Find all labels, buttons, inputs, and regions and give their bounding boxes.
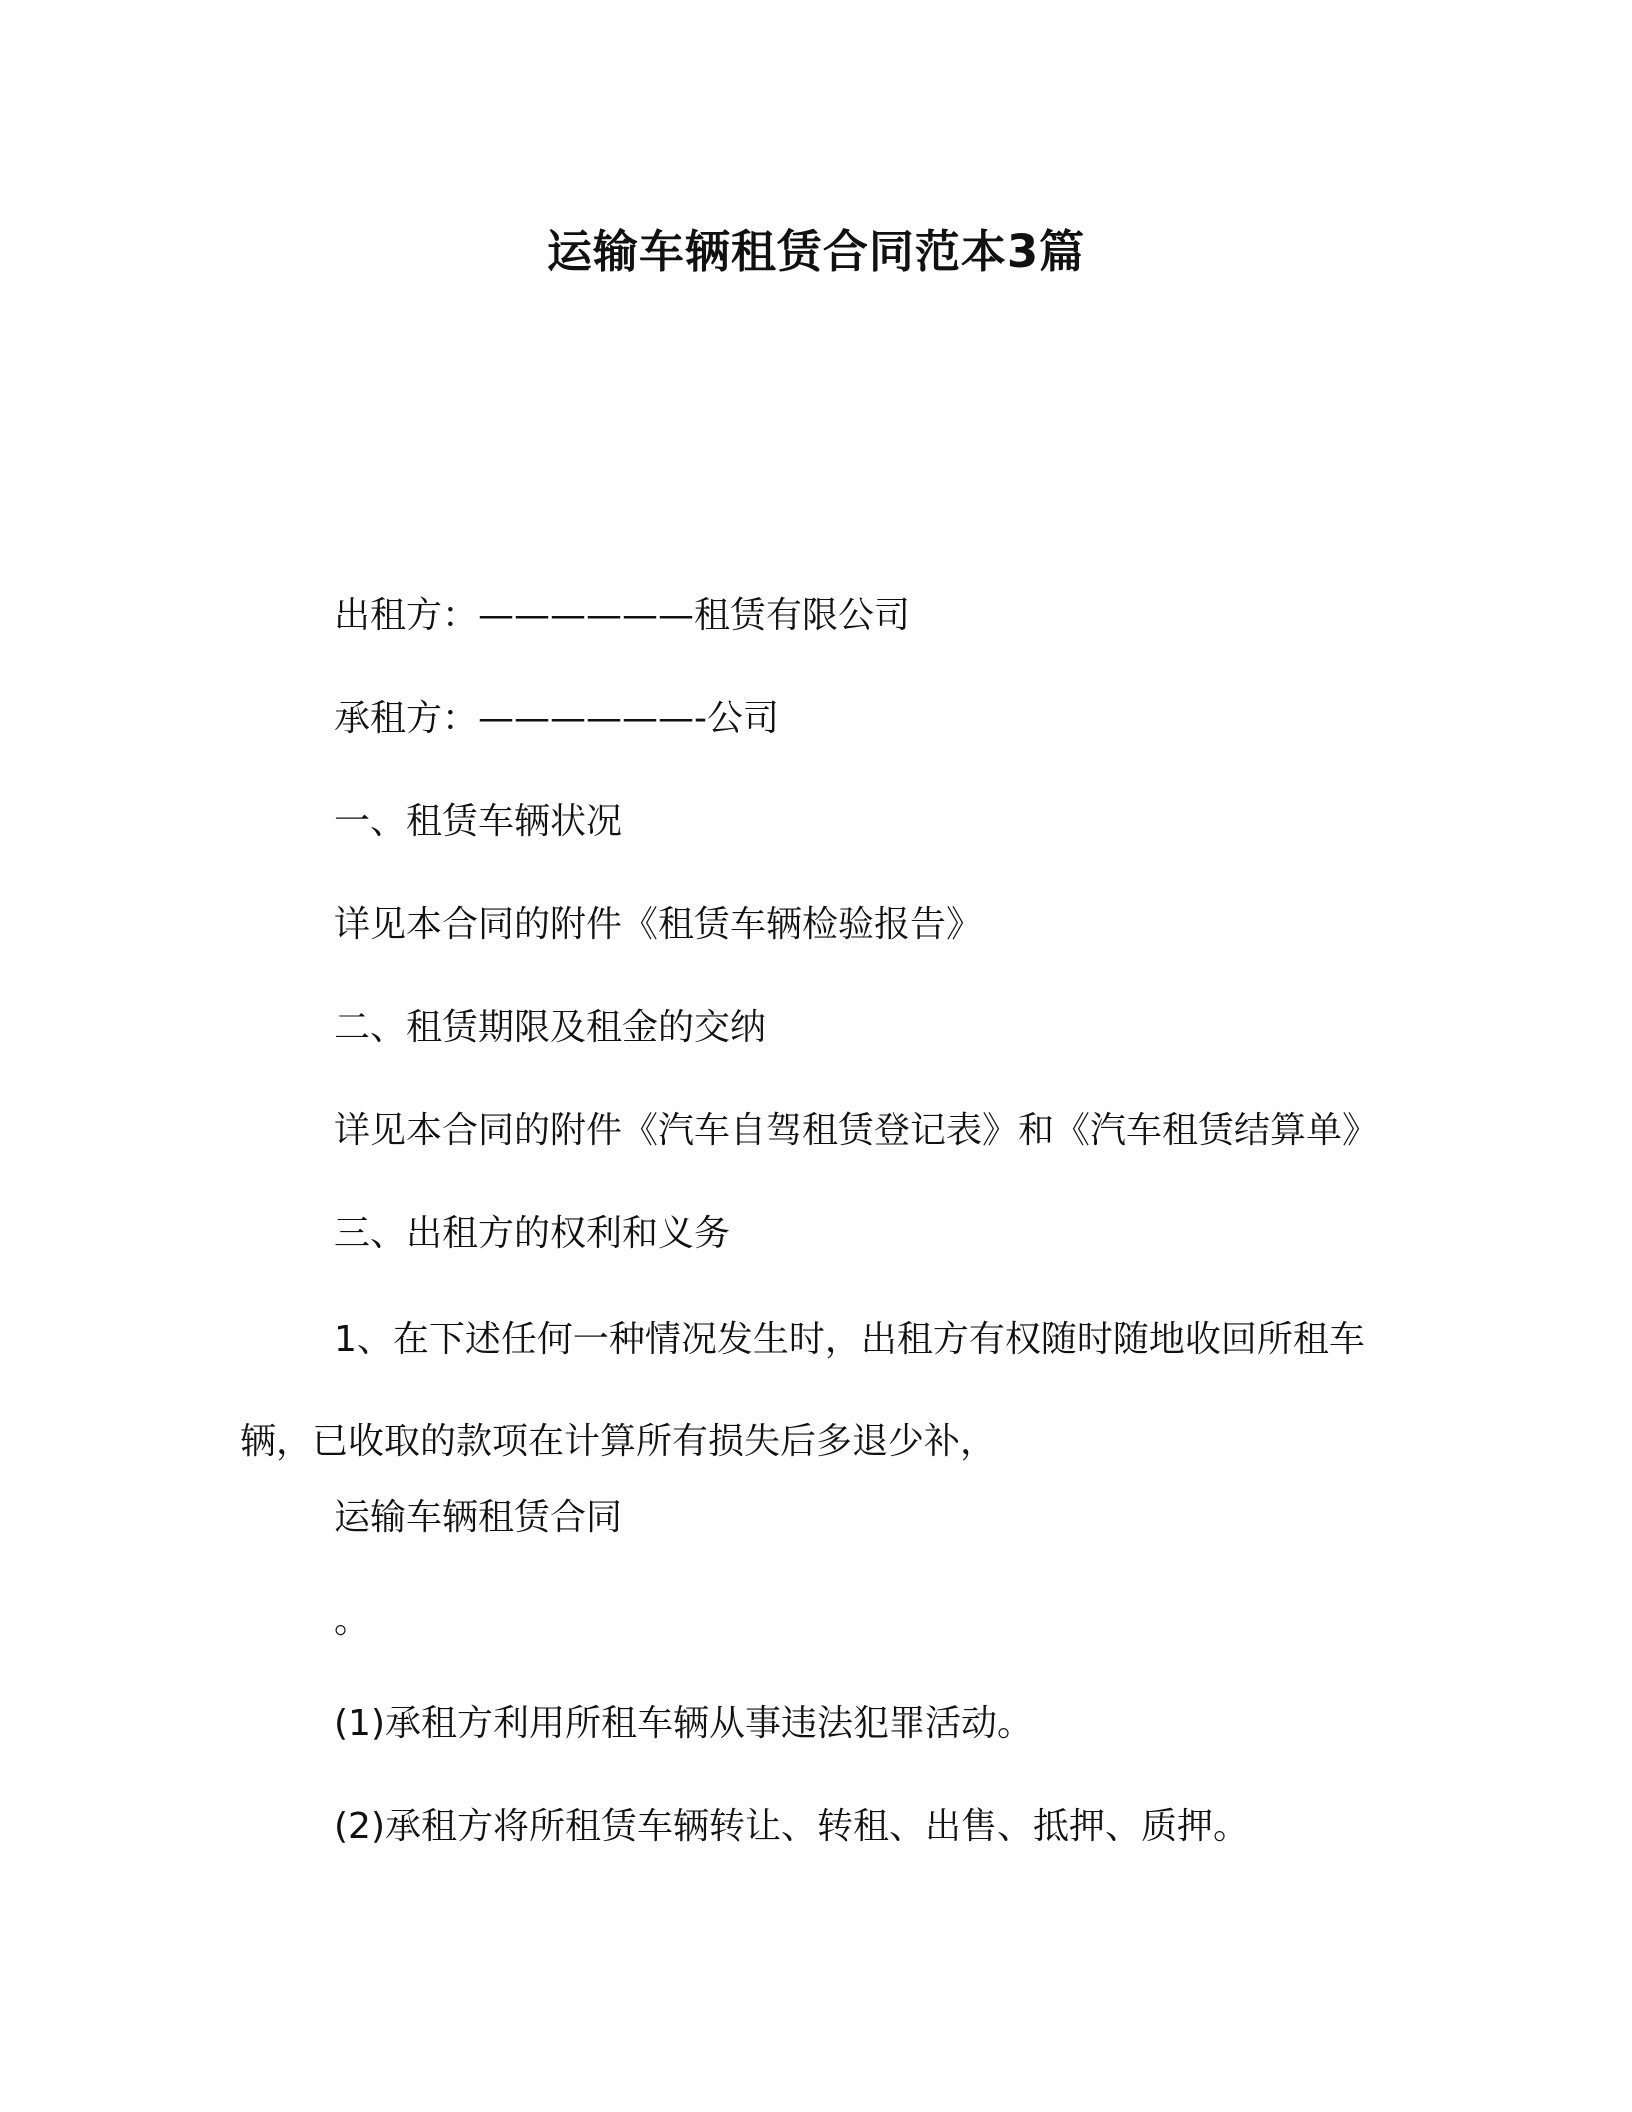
section-2-text: 详见本合同的附件《汽车自驾租赁登记表》和《汽车租赁结算单》 bbox=[334, 1110, 1379, 1151]
item-2-text: (2)承租方将所租赁车辆转让、转租、出售、抵押、质押。 bbox=[334, 1806, 1249, 1847]
inline-contract-title: 运输车辆租赁合同 bbox=[334, 1497, 623, 1538]
document-title: 运输车辆租赁合同范本3篇 bbox=[546, 225, 1086, 278]
section-1-heading: 一、租赁车辆状况 bbox=[334, 801, 623, 842]
section-3-heading: 三、出租方的权利和义务 bbox=[334, 1213, 731, 1254]
clause-1-paragraph: 1、在下述任何一种情况发生时，出租方有权随时随地收回所租车辆，已收取的款项在计算所有损失后多退少补， bbox=[240, 1319, 1365, 1462]
lessor-line: 出租方：——————租赁有限公司 bbox=[334, 595, 911, 636]
section-1-text: 详见本合同的附件《租赁车辆检验报告》 bbox=[334, 904, 983, 945]
item-1-text: (1)承租方利用所租车辆从事违法犯罪活动。 bbox=[334, 1703, 1033, 1744]
lessee-line: 承租方：——————-公司 bbox=[334, 698, 779, 739]
section-2-heading: 二、租赁期限及租金的交纳 bbox=[334, 1007, 767, 1048]
period-mark: 。 bbox=[334, 1600, 371, 1641]
